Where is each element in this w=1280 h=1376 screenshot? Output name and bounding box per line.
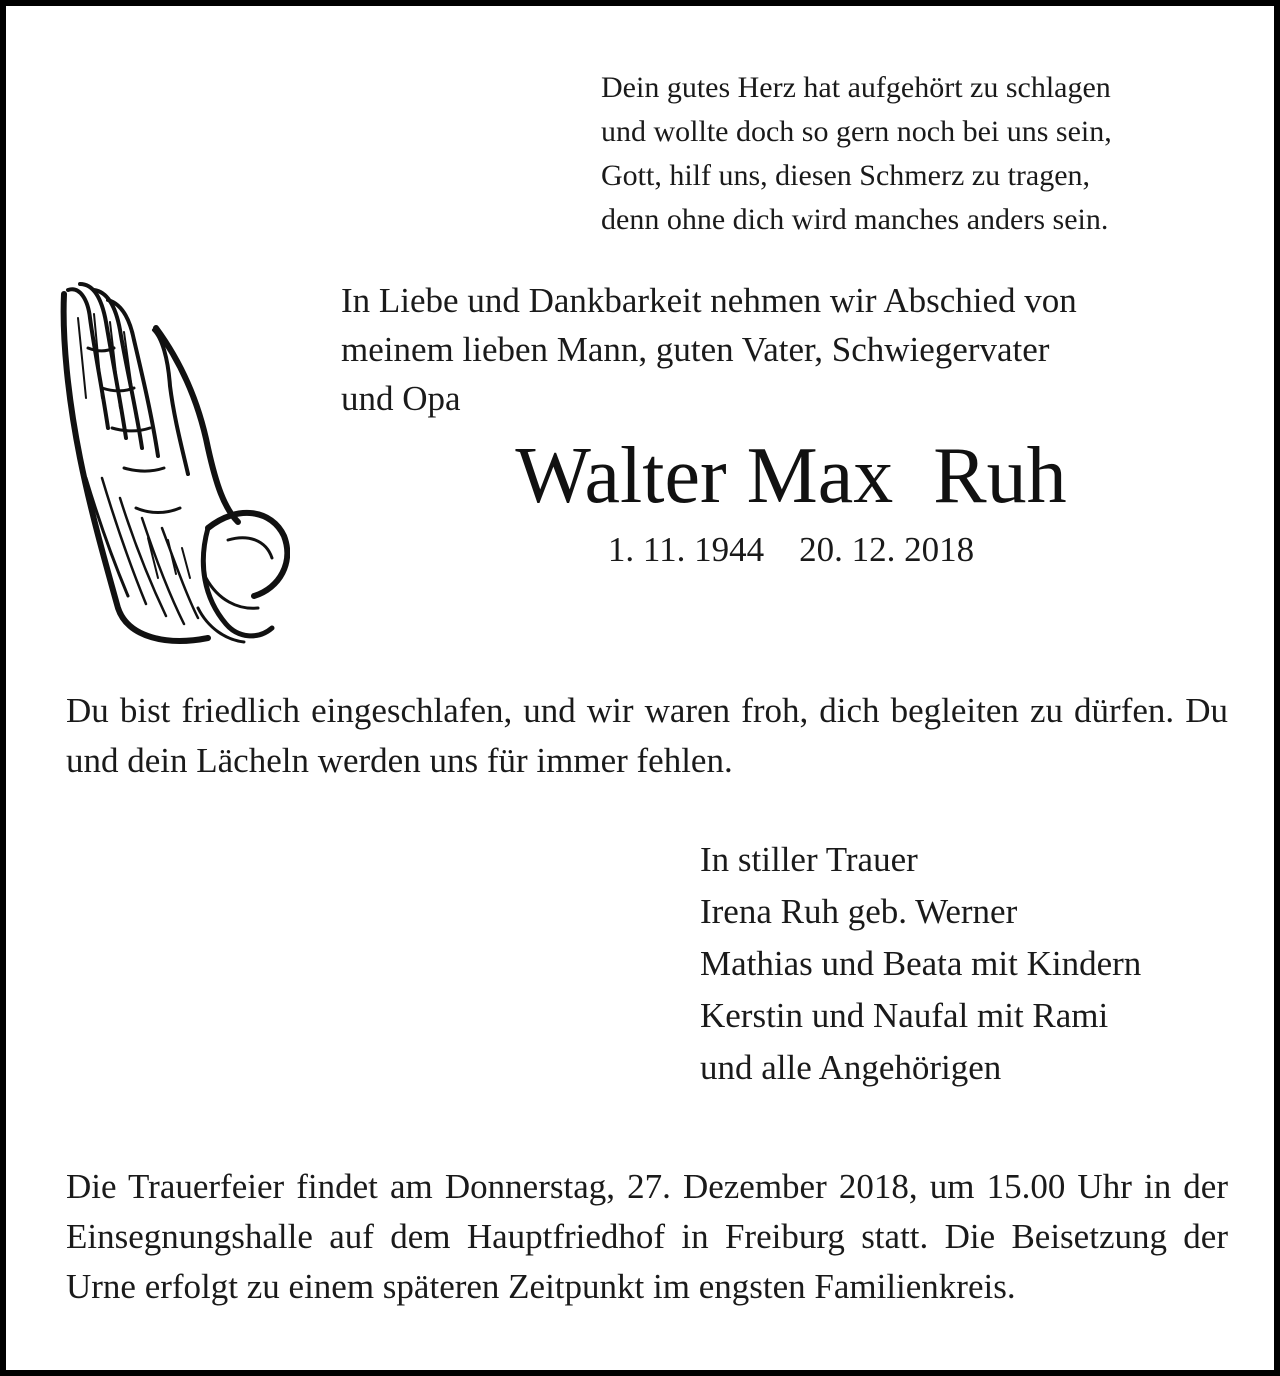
funeral-info: Die Trauerfeier findet am Donnerstag, 27. Dezember 2018, um 15.00 Uhr in der Einsegnungshalle auf dem Hauptfriedhof in Freiburg statt. Die Beisetzung der Urne erfolgt zu einem späteren Zeitpunkt im engsten Familienkreis. bbox=[66, 1167, 1228, 1306]
mourners-line: und alle Angehörigen bbox=[700, 1048, 1002, 1087]
intro-line: In Liebe und Dankbarkeit nehmen wir Abschied von bbox=[341, 281, 1077, 320]
mourners-line: Irena Ruh geb. Werner bbox=[700, 892, 1018, 931]
poem bbox=[601, 66, 1261, 242]
deceased-name: Walter Max Ruh bbox=[515, 432, 1067, 520]
poem-line: Dein gutes Herz hat aufgehört zu schlagen bbox=[601, 71, 1111, 104]
praying-hands-icon bbox=[58, 278, 290, 650]
poem-line: und wollte doch so gern noch bei uns sein, bbox=[601, 115, 1112, 148]
poem-line: Gott, hilf uns, diesen Schmerz zu tragen, bbox=[601, 159, 1091, 192]
intro-line: und Opa bbox=[341, 379, 461, 418]
poem-line: denn ohne dich wird manches anders sein. bbox=[601, 203, 1109, 236]
mourners-line: In stiller Trauer bbox=[700, 840, 918, 879]
intro-line: meinem lieben Mann, guten Vater, Schwiegervater bbox=[341, 330, 1050, 369]
farewell-text: Du bist friedlich eingeschlafen, und wir waren froh, dich begleiten zu dürfen. Du und dein Lächeln werden uns für immer fehlen. bbox=[66, 691, 1228, 780]
life-dates: 1. 11. 1944 20. 12. 2018 bbox=[607, 530, 975, 569]
mourners-list bbox=[700, 834, 1240, 1094]
mourners-line: Kerstin und Naufal mit Rami bbox=[700, 996, 1109, 1035]
intro-text bbox=[341, 276, 1241, 423]
mourners-line: Mathias und Beata mit Kindern bbox=[700, 944, 1142, 983]
